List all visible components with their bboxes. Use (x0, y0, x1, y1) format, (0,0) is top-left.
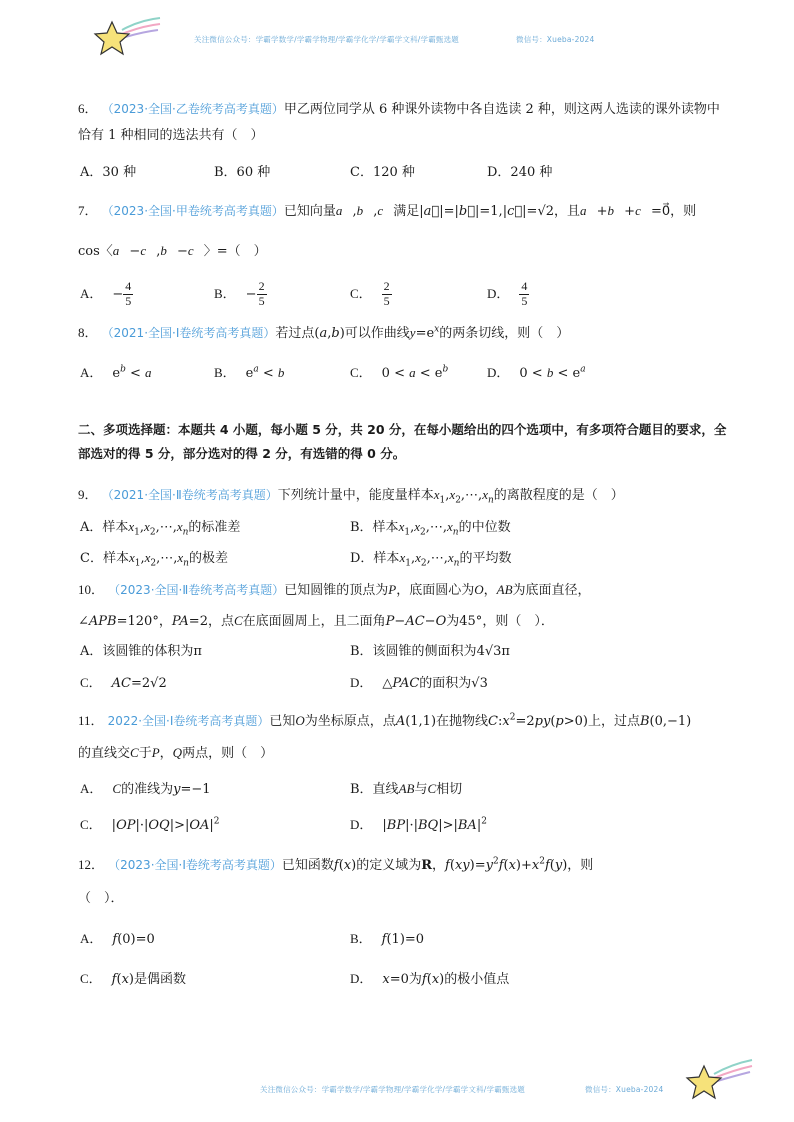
option-d: D．240 种 (487, 165, 553, 180)
question-12-line2: （ ）． (78, 891, 124, 906)
option-c: C． AC=2√2 (80, 675, 167, 691)
option-b: B．该圆锥的侧面积为4√3π (350, 644, 510, 659)
question-stem: 已知圆锥的顶点为 (284, 583, 389, 598)
question-stem: =（ ） (216, 244, 267, 259)
page-header (0, 14, 794, 54)
option-c: C．样本$x_1,x_2,\cdots,x_n$的极差 (80, 550, 228, 569)
question-stem: 满足 (393, 204, 420, 219)
question-9 (78, 484, 728, 509)
option-d: D． $\frac{4}{5}$ (487, 279, 528, 308)
option-b: B．直线AB与C相切 (350, 781, 463, 797)
math-curve: $y=e^x$ (409, 324, 440, 341)
option-b: B． f(1)=0 (350, 931, 425, 947)
question-7 (78, 200, 728, 223)
option-d: D． $0 < b < e^a$ (487, 364, 586, 381)
question-8 (78, 322, 728, 345)
option-d: D． △PAC的面积为√3 (350, 675, 488, 691)
section-heading: 二、多项选择题：本题共 4 小题，每小题 5 分，共 20 分，在每小题给出的四个选项中，有多项符合题目的要求，全部选对的得 5 分，部分选对的得 2 分，有选错的得 0 分。 (78, 422, 727, 462)
option-a: A．30 种 (80, 165, 137, 180)
question-stem: 的两条切线，则（ ） (439, 326, 570, 341)
question-number: 11． (78, 713, 104, 728)
question-stem: ，则 (670, 204, 697, 219)
question-number: 6． (78, 101, 98, 116)
option-c: C． f(x)是偶函数 (80, 971, 186, 987)
option-b: B．样本$x_1,x_2,\cdots,x_n$的中位数 (350, 519, 511, 538)
question-11: 11． 2022·全国·Ⅰ卷统考高考真题）已知O为坐标原点，点A(1,1)在抛物线$C:x^2=2py(p>0)$上，过点B(0,−1) (78, 712, 692, 729)
star-logo-icon (92, 16, 162, 60)
option-d: D．样本$x_1,x_2,\cdots,x_n$的平均数 (350, 550, 512, 569)
question-source: （2023·全国·甲卷统考高考真题） (101, 204, 284, 218)
option-a: A． C的准线为y=−1 (80, 781, 211, 797)
question-source: 2022·全国·Ⅰ卷统考高考真题） (107, 714, 270, 728)
question-stem: 甲乙两位同学从 6 种课外读物中各自选读 2 种，则这两人选读的课外读物中恰有 1 种相同的选法共有（ ） (78, 102, 720, 143)
math-norms: |a⃗|=|b⃗|=1,|c⃗|=√2 (419, 204, 554, 219)
option-b: B． $e^a < b$ (214, 364, 285, 381)
option-c: C． $\frac{2}{5}$ (350, 279, 390, 308)
option-b: B． − $\frac{2}{5}$ (214, 279, 265, 308)
math-cos: cos〈a⃗−c⃗,b⃗−c⃗〉 (78, 243, 217, 259)
footer-wechat-public: 关注微信公众号：学霸学数学/学霸学物理/学霸学化学/学霸学文科/学霸甄选题 (260, 1085, 526, 1094)
option-c: C． $0 < a < e^b$ (350, 364, 449, 381)
question-7-line2 (78, 240, 728, 263)
question-source: （2023·全国·乙卷统考高考真题） (101, 102, 284, 116)
question-12: 12． （2023·全国·Ⅰ卷统考高考真题）已知函数f(x)的定义域为R，$f(xy)=y^2f(x)+x^2f(y)$，则 (78, 856, 594, 873)
star-logo-icon (684, 1058, 754, 1102)
question-10: 10． （2023·全国·Ⅱ卷统考高考真题）已知圆锥的顶点为P，底面圆心为O，AB为底面直径， (78, 582, 591, 598)
option-a: A．样本$x_1,x_2,\cdots,x_n$的标准差 (80, 519, 241, 538)
question-number: 12． (78, 857, 105, 872)
math-point: (a,b) (314, 326, 345, 341)
option-d: D． $|BP|\cdot|BQ|>|BA|^2$ (350, 816, 487, 833)
question-stem: 下列统计量中，能度量样本 (277, 488, 434, 503)
footer-wechat-id: 微信号：Xueba-2024 (585, 1085, 664, 1094)
question-source: （2021·全国·Ⅰ卷统考高考真题） (101, 326, 276, 340)
header-wechat-public: 关注微信公众号：学霸学数学/学霸学物理/学霸学化学/学霸学文科/学霸甄选题 (194, 35, 460, 44)
option-a: A．该圆锥的体积为π (80, 644, 202, 659)
question-source: （2023·全国·Ⅰ卷统考高考真题） (108, 858, 282, 872)
math-sample: $x_1,x_2,\cdots,x_n$ (433, 487, 494, 506)
question-stem: 可以作曲线 (344, 326, 410, 341)
option-a: A． − $\frac{4}{5}$ (80, 279, 132, 308)
question-stem: 若过点 (275, 326, 315, 341)
option-d: D． x=0为f(x)的极小值点 (350, 971, 510, 987)
question-stem: 的离散程度的是（ ） (493, 488, 624, 503)
math-vectors: a⃗,b⃗,c⃗ (335, 203, 394, 219)
question-stem: 已知向量 (283, 204, 336, 219)
option-c: C．120 种 (350, 165, 415, 180)
question-10-line2: ∠APB=120°，PA=2，点C在底面圆周上，且二面角P−AC−O为45°，则（ ）． (78, 613, 554, 629)
question-stem: ，且 (554, 204, 581, 219)
question-source: （2023·全国·Ⅱ卷统考高考真题） (108, 583, 285, 597)
math-sum: a⃗+b⃗+c⃗=0⃗ (580, 203, 671, 219)
option-a: A． f(0)=0 (80, 931, 155, 947)
question-number: 9． (78, 487, 98, 502)
question-number: 10． (78, 582, 105, 597)
option-a: A． $e^b < a$ (80, 364, 152, 381)
question-6 (78, 96, 728, 149)
header-wechat-id: 微信号：Xueba-2024 (516, 35, 595, 44)
page-footer (0, 1060, 794, 1100)
option-c: C． $|OP|\cdot|OQ|>|OA|^2$ (80, 816, 220, 833)
question-source: （2021·全国·Ⅱ卷统考高考真题） (101, 488, 278, 502)
question-number: 8． (78, 325, 98, 340)
question-11-line2: 的直线交C于P，Q两点，则（ ） (78, 745, 274, 761)
option-b: B．60 种 (214, 165, 271, 180)
question-number: 7． (78, 203, 98, 218)
